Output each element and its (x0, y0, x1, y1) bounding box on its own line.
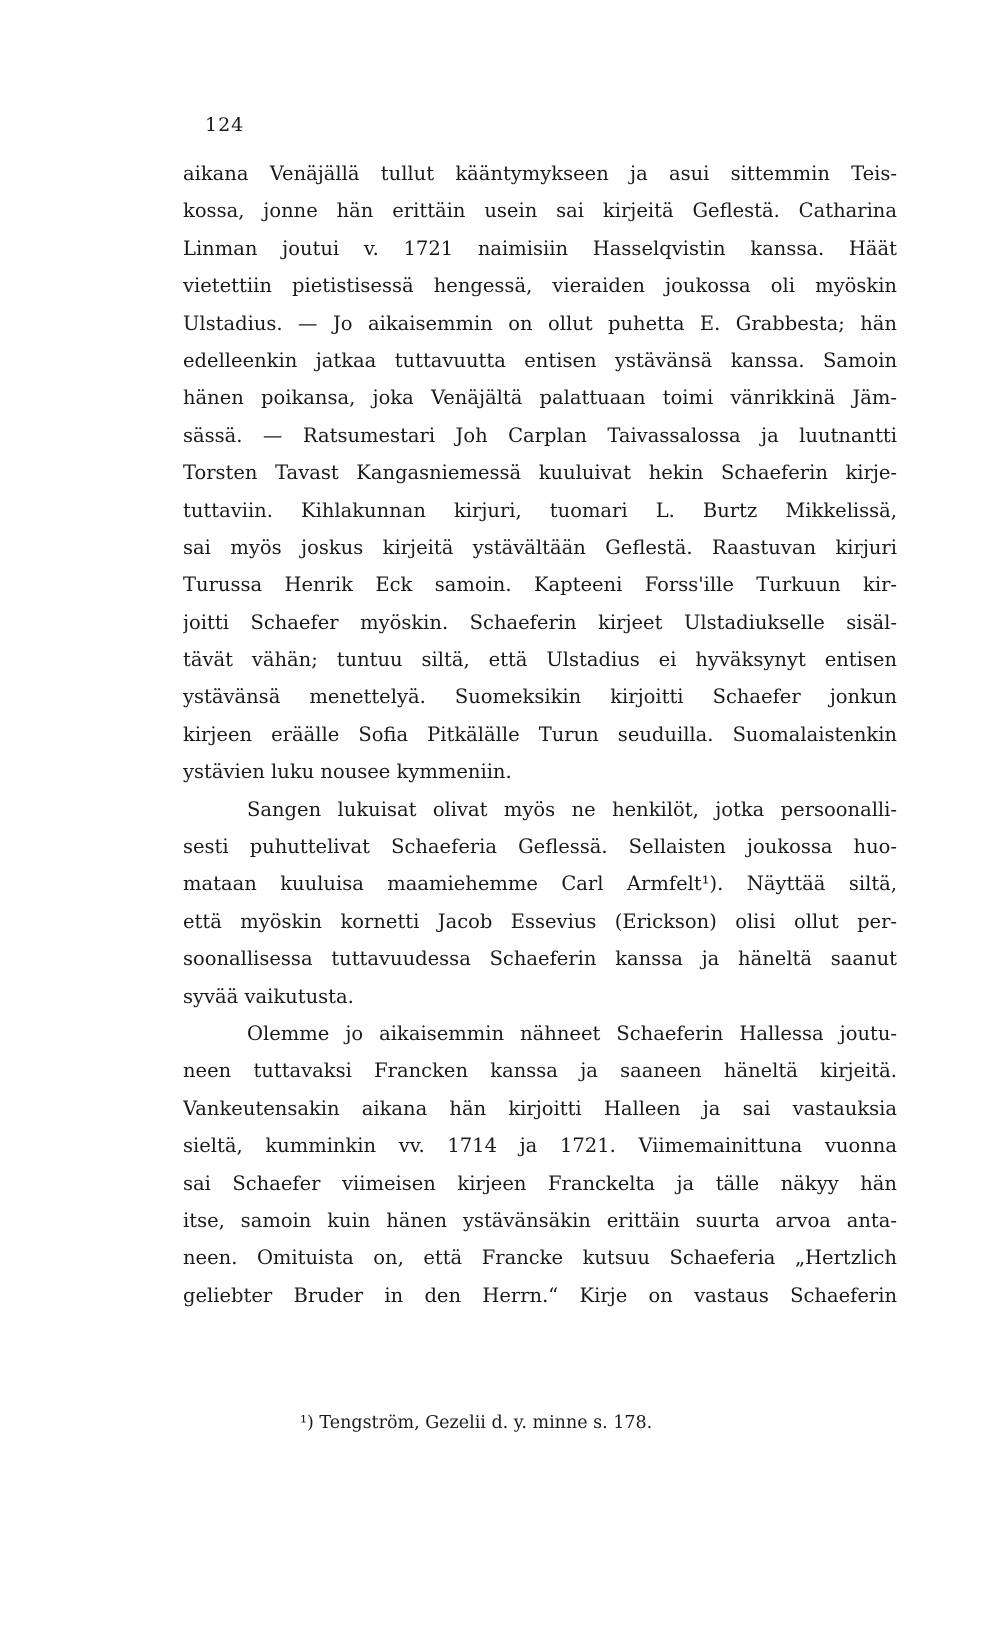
text-line: sieltä, kumminkin vv. 1714 ja 1721. Viimemainittuna vuonna (183, 1134, 897, 1158)
footnote-text: Tengström, Gezelii d. y. minne s. 178. (319, 1413, 653, 1433)
text-line: neen. Omituista on, että Francke kutsuu Schaeferia „Hertzlich (183, 1246, 897, 1270)
text-line: itse, samoin kuin hänen ystävänsäkin erittäin suurta arvoa anta- (183, 1208, 897, 1232)
text-line: Sangen lukuisat olivat myös ne henkilöt, jotka persoonalli- (247, 797, 897, 821)
text-line: Torsten Tavast Kangasniemessä kuuluivat hekin Schaeferin kirje- (183, 461, 897, 485)
footnote (300, 1412, 652, 1434)
text-line: sai myös joskus kirjeitä ystävältään Geflestä. Raastuvan kirjuri (183, 535, 897, 559)
text-line: sesti puhuttelivat Schaeferia Geflessä. Sellaisten joukossa huo- (183, 835, 897, 859)
body-text (183, 155, 897, 1314)
text-line: Ulstadius. — Jo aikaisemmin on ollut puhetta E. Grabbesta; hän (183, 311, 897, 335)
text-line: soonallisessa tuttavuudessa Schaeferin kanssa ja häneltä saanut (183, 947, 897, 971)
text-line: ystävänsä menettelyä. Suomeksikin kirjoitti Schaefer jonkun (183, 685, 897, 709)
text-line: geliebter Bruder in den Herrn.“ Kirje on vastaus Schaeferin (183, 1283, 897, 1307)
text-line: tuttaviin. Kihlakunnan kirjuri, tuomari L. Burtz Mikkelissä, (183, 498, 897, 522)
text-line: hänen poikansa, joka Venäjältä palattuaan toimi vänrikkinä Jäm- (183, 386, 897, 410)
text-line: vietettiin pietistisessä hengessä, vieraiden joukossa oli myöskin (183, 274, 897, 298)
text-line: Olemme jo aikaisemmin nähneet Schaeferin Hallessa joutu- (247, 1021, 897, 1045)
text-line: että myöskin kornetti Jacob Essevius (Erickson) olisi ollut per- (183, 909, 897, 933)
text-line: Vankeutensakin aikana hän kirjoitti Halleen ja sai vastauksia (183, 1096, 897, 1120)
text-line: kossa, jonne hän erittäin usein sai kirjeitä Geflestä. Catharina (183, 199, 897, 223)
text-line: Linman joutui v. 1721 naimisiin Hasselqvistin kanssa. Häät (183, 236, 897, 260)
text-line: Turussa Henrik Eck samoin. Kapteeni Forss'ille Turkuun kir- (183, 573, 897, 597)
text-line: mataan kuuluisa maamiehemme Carl Armfelt¹). Näyttää siltä, (183, 872, 897, 896)
page-number: 124 (205, 114, 245, 136)
text-line: aikana Venäjällä tullut kääntymykseen ja asui sittemmin Teis- (183, 162, 897, 185)
text-line: edelleenkin jatkaa tuttavuutta entisen ystävänsä kanssa. Samoin (183, 348, 897, 372)
text-line: syvää vaikutusta. (183, 984, 354, 1008)
text-line: sässä. — Ratsumestari Joh Carplan Taivassalossa ja luutnantti (183, 423, 897, 447)
footnote-marker: ¹) (300, 1413, 314, 1433)
text-line: kirjeen eräälle Sofia Pitkälälle Turun seuduilla. Suomalaistenkin (183, 722, 897, 746)
text-line: neen tuttavaksi Francken kanssa ja saaneen häneltä kirjeitä. (183, 1059, 897, 1083)
text-line: joitti Schaefer myöskin. Schaeferin kirjeet Ulstadiukselle sisäl- (183, 610, 897, 634)
text-line: ystävien luku nousee kymmeniin. (183, 760, 512, 784)
text-line: tävät vähän; tuntuu siltä, että Ulstadius ei hyväksynyt entisen (183, 648, 897, 672)
text-line: sai Schaefer viimeisen kirjeen Franckelta ja tälle näkyy hän (183, 1171, 897, 1195)
